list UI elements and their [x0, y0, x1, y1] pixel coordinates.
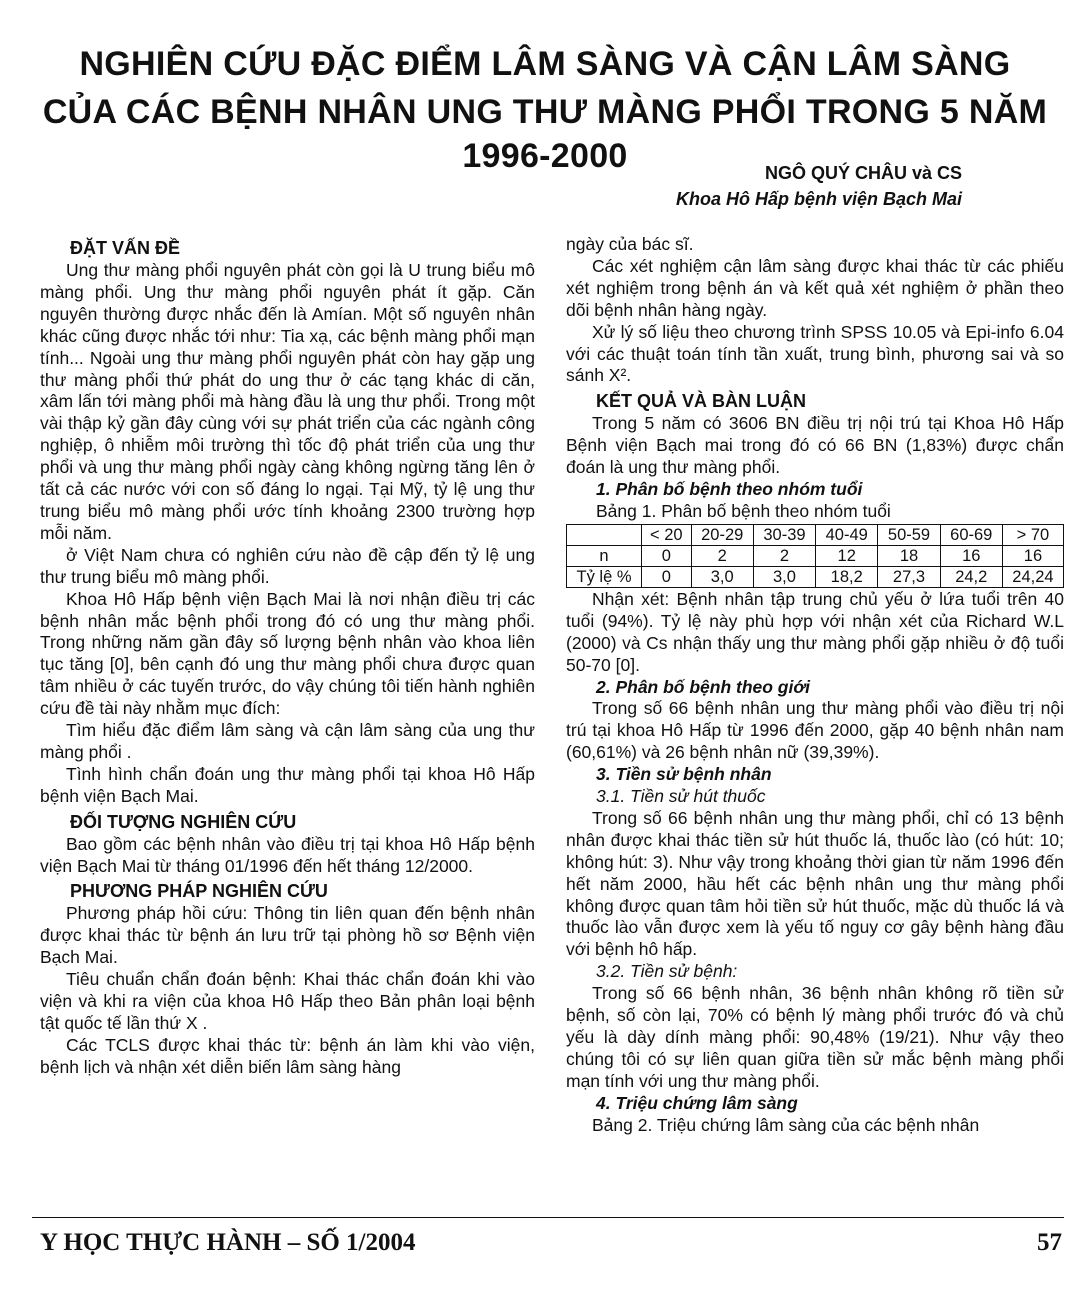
table-cell: 0 [642, 545, 692, 566]
table-cell: 16 [940, 545, 1002, 566]
table-cell [567, 524, 642, 545]
paragraph: Ung thư màng phổi nguyên phát còn gọi là U trung biểu mô màng phổi. Ung thư màng phổi nguyên phát ít gặp. Căn nguyên thường được nhắc đến là Amían. Một số nguyên nhân khác cũng được nhắc tới như: Tia xạ, các bệnh màng phổi mạn tính... Ngoài ung thư màng phổi nguyên phát còn hay gặp ung thư màng phổi thứ phát do ung thư ở các tạng khác di căn, xâm lấn tới màng phổi mà hàng đầu là ung thư phổi. Trong một vài thập kỷ gần đây cùng với sự phát triển của các ngành công nghiệp, ô nhiễm môi trường thì tốc độ phát triển của ung thư phổi và ung thư màng phổi ngày càng không ngừng tăng lên ở tất cả các nước với con số đáng lo ngại. Tại Mỹ, tỷ lệ ung thư trung biểu mô màng phổi ước tính khoảng 2300 trường hợp mỗi năm. [40, 260, 535, 543]
table-1-caption: Bảng 1. Phân bố bệnh theo nhóm tuổi [596, 500, 891, 521]
paragraph: Trong số 66 bệnh nhân, 36 bệnh nhân không rõ tiền sử bệnh, số còn lại, 70% có bệnh lý màng phổi trước đó và chủ yếu là dày dính màng phổi: 90,48% (19/21). Như vậy theo chúng tôi có sự liên quan giữa tiền sử mắc bệnh màng phổi mạn tính với ung thư màng phổi. [566, 983, 1064, 1091]
table-cell: 3,0 [691, 566, 753, 587]
title-line-1: NGHIÊN CỨU ĐẶC ĐIỂM LÂM SÀNG VÀ CẬN LÂM SÀNG [79, 45, 1011, 83]
table-cell: 30-39 [753, 524, 815, 545]
author: NGÔ QUÝ CHÂU và CS [764, 163, 962, 183]
paragraph: Khoa Hô Hấp bệnh viện Bạch Mai là nơi nhận điều trị các bệnh nhân mắc bệnh phổi trong đó có ung thư màng phổi. Trong những năm gần đây số lượng bệnh nhân vào khoa liên tục tăng [0], bên cạnh đó ung thư màng phổi chưa được quan tâm nhiều ở các tuyến trước, do vậy chúng tôi tiến hành nghiên cứu đề tài này nhằm mục đích: [40, 588, 535, 719]
page-number: 57 [1037, 1229, 1062, 1256]
paragraph: Tìm hiểu đặc điểm lâm sàng và cận lâm sàng của ung thư màng phổi . [40, 720, 535, 762]
paragraph: Trong số 66 bệnh nhân ung thư màng phổi, chỉ có 13 bệnh nhân được khai thác tiền sử hút thuốc lá, thuốc lào (có hút: 10; không hút: 3). Như vậy trong khoảng thời gian từ năm 1996 đến hết năm 2000, hầu hết các bệnh nhân ung thư màng phổi không được quan tâm hỏi tiền sử hút thuốc, mặc dù thuốc lá và thuốc lào vẫn được xem là yếu tố nguy cơ gây bệnh hàng đầu với bệnh hô hấp. [566, 807, 1064, 960]
affiliation: Khoa Hô Hấp bệnh viện Bạch Mai [675, 189, 962, 209]
heading-results: KẾT QUẢ VÀ BÀN LUẬN [596, 391, 806, 412]
paragraph: Các TCLS được khai thác từ: bệnh án làm khi vào viện, bệnh lịch và nhận xét diễn biến lâm sàng hàng [40, 1034, 535, 1077]
table-cell: 18,2 [816, 566, 878, 587]
subheading-age-groups: 1. Phân bố bệnh theo nhóm tuổi [596, 479, 863, 500]
table-cell: 0 [642, 566, 692, 587]
table-cell: < 20 [642, 524, 692, 545]
table-cell: 50-59 [878, 524, 940, 545]
paragraph: Bao gồm các bệnh nhân vào điều trị tại khoa Hô Hấp bệnh viện Bạch Mai từ tháng 01/1996 đến hết tháng 12/2000. [40, 833, 535, 876]
paragraph: Xử lý số liệu theo chương trình SPSS 10.05 và Epi-info 6.04 với các thuật toán tính tần xuất, trung bình, phương sai và so sánh X². [566, 321, 1064, 386]
footer-divider [32, 1217, 1064, 1218]
subheading-smoking-history: 3.1. Tiền sử hút thuốc [596, 786, 766, 807]
paragraph: Tiêu chuẩn chẩn đoán bệnh: Khai thác chẩn đoán khi vào viện và khi ra viện của khoa Hô Hấp theo Bản phân loại bệnh tật quốc tế lần thứ X . [40, 969, 535, 1033]
table-row [567, 545, 1064, 566]
table-cell: 60-69 [940, 524, 1002, 545]
heading-subjects: ĐỐI TƯỢNG NGHIÊN CỨU [70, 811, 297, 832]
paragraph: Tình hình chẩn đoán ung thư màng phổi tại khoa Hô Hấp bệnh viện Bạch Mai. [40, 763, 535, 806]
table-2-caption: Bảng 2. Triệu chứng lâm sàng của các bệnh nhân [592, 1114, 980, 1135]
table-cell: 2 [753, 545, 815, 566]
heading-methods: PHƯƠNG PHÁP NGHIÊN CỨU [70, 881, 328, 902]
paragraph: Trong 5 năm có 3606 BN điều trị nội trú tại Khoa Hô Hấp Bệnh viện Bạch mai trong đó có 66 BN (1,83%) được chẩn đoán là ung thư màng phổi. [566, 413, 1064, 478]
subheading-disease-history: 3.2. Tiền sử bệnh: [596, 961, 738, 982]
table-cell: > 70 [1002, 524, 1063, 545]
table-1-age-distribution [566, 524, 1064, 588]
paragraph: ngày của bác sĩ. [566, 234, 694, 254]
subheading-history: 3. Tiền sử bệnh nhân [596, 764, 772, 785]
subheading-clinical-symptoms: 4. Triệu chứng lâm sàng [596, 1092, 798, 1113]
table-cell: 27,3 [878, 566, 940, 587]
title-line-2: CỦA CÁC BỆNH NHÂN UNG THƯ MÀNG PHỔI TRONG 5 NĂM 1996-2000 [42, 93, 1048, 175]
table-header-row [567, 524, 1064, 545]
table-cell: 2 [691, 545, 753, 566]
table-row [567, 566, 1064, 587]
right-column [566, 234, 1064, 1137]
paragraph: ở Việt Nam chưa có nghiên cứu nào đề cập đến tỷ lệ ung thư trung biểu mô màng phổi. [40, 544, 535, 587]
journal-name: Y HỌC THỰC HÀNH – SỐ 1/2004 [40, 1229, 416, 1256]
table-cell: 20-29 [691, 524, 753, 545]
left-column [40, 234, 535, 1079]
heading-introduction: ĐẶT VẤN ĐỀ [70, 238, 181, 258]
subheading-sex-distribution: 2. Phân bố bệnh theo giới [596, 676, 810, 697]
table-cell: 24,2 [940, 566, 1002, 587]
table-cell: 16 [1002, 545, 1063, 566]
paragraph: Phương pháp hồi cứu: Thông tin liên quan đến bệnh nhân được khai thác từ bệnh án lưu trữ tại phòng hồ sơ Bệnh viện Bạch Mai. [40, 903, 535, 968]
table-cell: 3,0 [753, 566, 815, 587]
paragraph: Trong số 66 bệnh nhân ung thư màng phổi vào điều trị nội trú tại khoa Hô Hấp từ 1996 đến 2000, gặp 40 bệnh nhân nam (60,61%) và 26 bệnh nhân nữ (39,39%). [566, 698, 1064, 763]
paragraph: Các xét nghiệm cận lâm sàng được khai thác từ các phiếu xét nghiệm trong bệnh án và kết quả xét nghiệm ở phần theo dõi bệnh nhân hàng ngày. [566, 255, 1064, 320]
table-cell: 40-49 [816, 524, 878, 545]
table-cell: Tỷ lệ % [567, 566, 642, 587]
table-cell: 12 [816, 545, 878, 566]
table-cell: 18 [878, 545, 940, 566]
table-cell: 24,24 [1002, 566, 1063, 587]
paragraph: Nhận xét: Bệnh nhân tập trung chủ yếu ở lứa tuổi trên 40 tuổi (94%). Tỷ lệ này phù hợp với nhận xét của Richard W.L (2000) và Cs nhận thấy ung thư màng phổi gặp nhiều ở độ tuổi 50-70 [0]. [566, 588, 1064, 675]
table-cell: n [567, 545, 642, 566]
